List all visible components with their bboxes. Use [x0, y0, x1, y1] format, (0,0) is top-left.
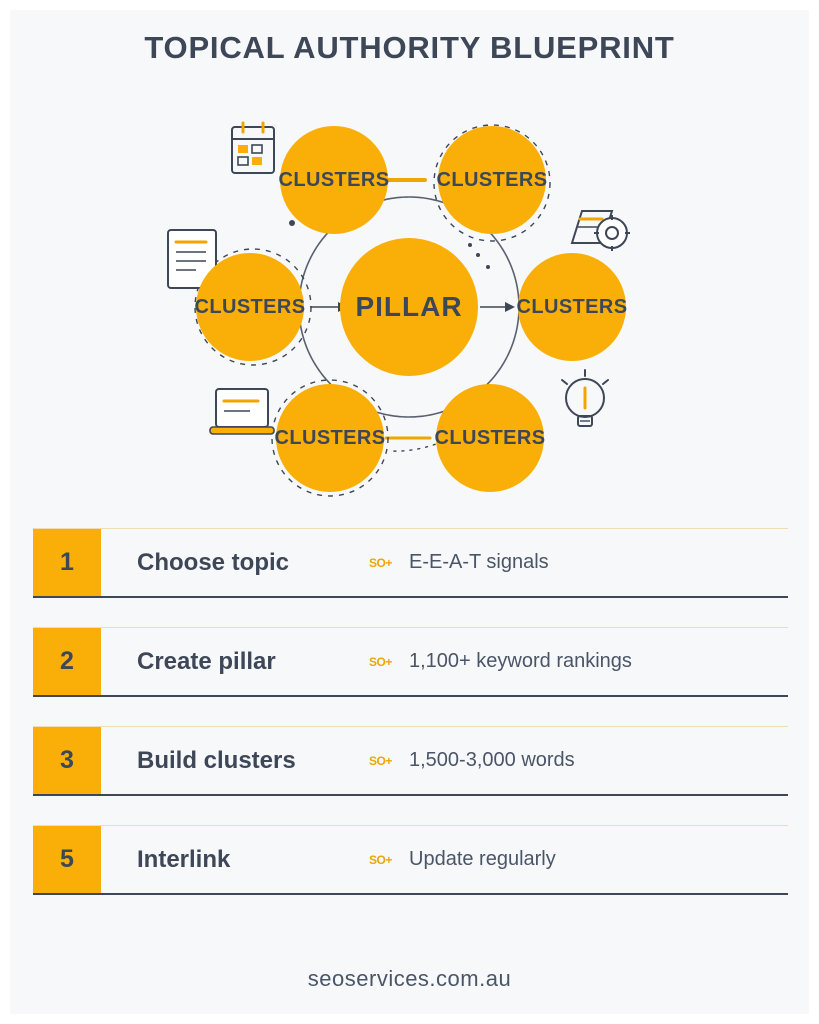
- step-label: Interlink: [137, 845, 231, 873]
- step-number: 2: [33, 628, 101, 695]
- step-number: 3: [33, 727, 101, 794]
- node-label: CLUSTERS: [436, 168, 548, 191]
- step-label: Choose topic: [137, 548, 290, 576]
- diagram-node-cluster-3[interactable]: [196, 253, 304, 361]
- laptop-icon: [210, 389, 274, 434]
- diagram-node-cluster-2[interactable]: [438, 126, 546, 234]
- step-row[interactable]: [33, 825, 788, 895]
- node-label: CLUSTERS: [434, 426, 546, 449]
- steps-list: [33, 528, 788, 924]
- node-label: PILLAR: [355, 291, 463, 322]
- diagram-node-cluster-4[interactable]: [518, 253, 626, 361]
- step-label: Build clusters: [137, 746, 296, 774]
- step-number: 1: [33, 529, 101, 596]
- step-row[interactable]: [33, 627, 788, 697]
- stat-badge-icon: SO+: [369, 555, 392, 570]
- gear-lightbulb-icon: [572, 211, 630, 251]
- step-row[interactable]: [33, 528, 788, 598]
- diagram-node-cluster-5[interactable]: [276, 384, 384, 492]
- topic-cluster-diagram: [0, 95, 819, 525]
- node-label: CLUSTERS: [516, 295, 628, 318]
- diagram-node-cluster-1[interactable]: [280, 126, 388, 234]
- node-label: CLUSTERS: [278, 168, 390, 191]
- step-stat: Update regularly: [409, 848, 556, 870]
- step-row[interactable]: [33, 726, 788, 796]
- stat-badge-icon: SO+: [369, 852, 392, 867]
- node-label: CLUSTERS: [274, 426, 386, 449]
- diagram-node-cluster-6[interactable]: [436, 384, 544, 492]
- step-label: Create pillar: [137, 647, 276, 675]
- step-stat: 1,100+ keyword rankings: [409, 650, 632, 672]
- lightbulb-icon: [562, 370, 608, 426]
- diagram-node-pillar[interactable]: [340, 238, 478, 376]
- step-stat: E-E-A-T signals: [409, 551, 549, 573]
- stat-badge-icon: SO+: [369, 654, 392, 669]
- calendar-icon: [232, 123, 274, 173]
- step-number: 5: [33, 826, 101, 893]
- page-title: TOPICAL AUTHORITY BLUEPRINT: [144, 30, 675, 65]
- footer-url[interactable]: seoservices.com.au: [307, 966, 512, 991]
- node-label: CLUSTERS: [194, 295, 306, 318]
- step-stat: 1,500-3,000 words: [409, 749, 575, 771]
- stat-badge-icon: SO+: [369, 753, 392, 768]
